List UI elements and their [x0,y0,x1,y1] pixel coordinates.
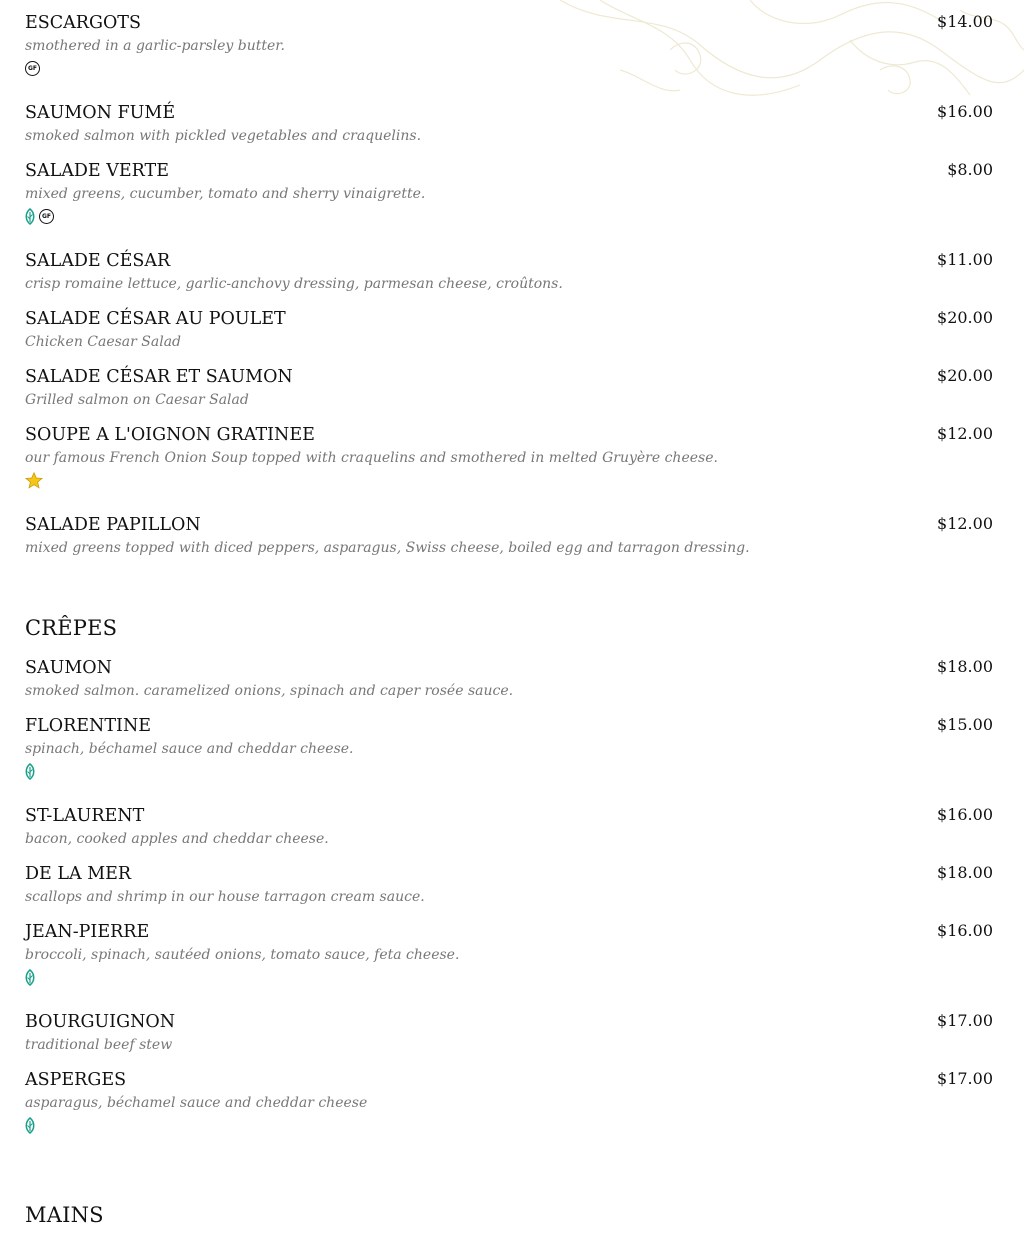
item-name: SALADE CÉSAR [25,251,171,271]
item-name: FLORENTINE [25,716,152,736]
item-price: $16.00 [937,805,993,824]
item-description: our famous French Onion Soup topped with craquelins and smothered in melted Gruyère cheese. [25,450,718,466]
item-name: SALADE PAPILLON [25,515,201,535]
item-description: smoked salmon. caramelized onions, spinach and caper rosée sauce. [25,683,514,699]
menu-item [25,250,993,295]
item-price: $8.00 [947,160,993,179]
menu-item [25,160,993,225]
item-price: $20.00 [937,308,993,327]
menu-item [25,424,993,489]
menu-item [25,921,993,986]
menu-item [25,1011,993,1056]
item-name: SAUMON [25,658,112,678]
item-name: SAUMON FUMÉ [25,103,176,123]
section-title-mains: MAINS [25,1203,104,1227]
item-name: SOUPE A L'OIGNON GRATINEE [25,425,315,445]
item-description: Grilled salmon on Caesar Salad [25,392,249,408]
item-description: mixed greens, cucumber, tomato and sherry vinaigrette. [25,186,426,202]
menu-item [25,863,993,908]
item-description: smoked salmon with pickled vegetables and craquelins. [25,128,422,144]
dietary-badges [25,60,993,77]
item-price: $17.00 [937,1011,993,1030]
item-description: broccoli, spinach, sautéed onions, tomato sauce, feta cheese. [25,947,460,963]
menu-item [25,805,993,850]
menu-item [25,366,993,411]
item-name: ASPERGES [25,1070,127,1090]
menu-item [25,102,993,147]
item-price: $17.00 [937,1069,993,1088]
dietary-badges [25,1117,993,1134]
item-description: traditional beef stew [25,1037,173,1053]
item-price: $12.00 [937,424,993,443]
gluten-free-icon: GF [39,209,54,224]
menu-item [25,657,993,702]
dietary-badges [25,208,993,225]
item-description: crisp romaine lettuce, garlic-anchovy dressing, parmesan cheese, croûtons. [25,276,563,292]
item-description: smothered in a garlic-parsley butter. [25,38,285,54]
item-name: DE LA MER [25,864,132,884]
item-name: SALADE VERTE [25,161,169,181]
item-name: ESCARGOTS [25,13,141,33]
menu-item [25,715,993,780]
star-icon [25,472,43,489]
dietary-badges [25,969,993,986]
item-description: spinach, béchamel sauce and cheddar cheese. [25,741,354,757]
item-price: $20.00 [937,366,993,385]
vegetarian-leaf-icon [25,969,35,986]
item-name: SALADE CÉSAR ET SAUMON [25,367,293,387]
item-description: scallops and shrimp in our house tarragon cream sauce. [25,889,425,905]
item-description: Chicken Caesar Salad [25,334,182,350]
item-name: SALADE CÉSAR AU POULET [25,309,286,329]
section-title-crepes: CRÊPES [25,616,118,640]
menu-item [25,308,993,353]
item-price: $16.00 [937,921,993,940]
item-name: JEAN-PIERRE [25,922,150,942]
dietary-badges [25,763,993,780]
item-description: asparagus, béchamel sauce and cheddar cheese [25,1095,368,1111]
menu-item [25,514,993,559]
menu-item [25,1069,993,1134]
item-price: $18.00 [937,657,993,676]
dietary-badges [25,472,993,489]
item-price: $14.00 [937,12,993,31]
item-price: $18.00 [937,863,993,882]
gluten-free-icon: GF [25,61,40,76]
item-price: $11.00 [937,250,993,269]
item-name: ST-LAURENT [25,806,145,826]
item-price: $12.00 [937,514,993,533]
vegetarian-leaf-icon [25,763,35,780]
item-price: $16.00 [937,102,993,121]
vegetarian-leaf-icon [25,1117,35,1134]
vegetarian-leaf-icon [25,208,35,225]
menu-item [25,12,993,77]
item-description: bacon, cooked apples and cheddar cheese. [25,831,329,847]
item-name: BOURGUIGNON [25,1012,176,1032]
item-price: $15.00 [937,715,993,734]
item-description: mixed greens topped with diced peppers, asparagus, Swiss cheese, boiled egg and tarragon dressing. [25,540,750,556]
